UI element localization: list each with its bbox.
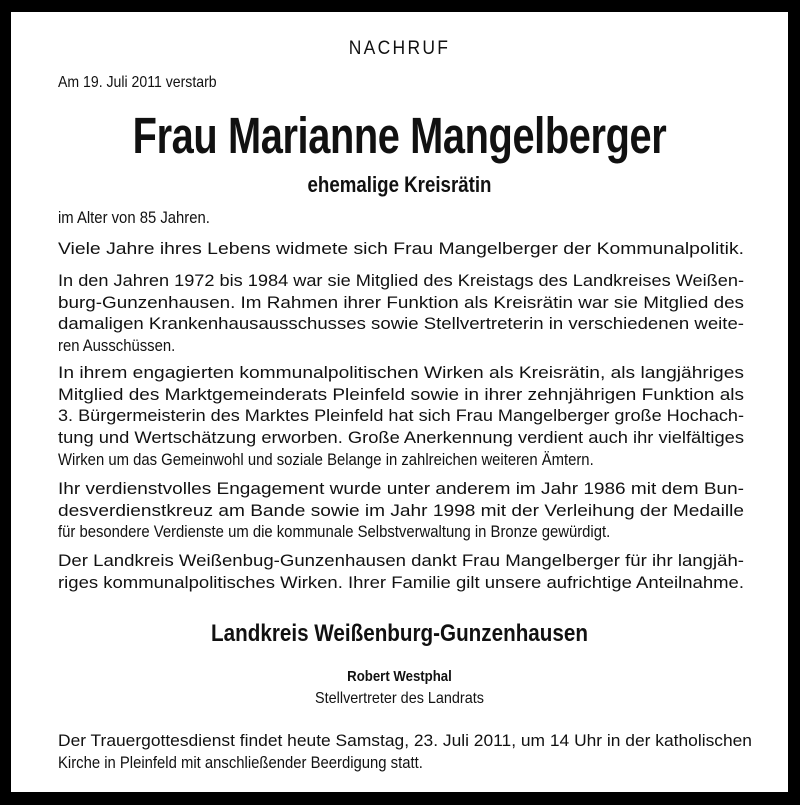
- paragraph-6: [58, 551, 744, 594]
- paragraph-2: [58, 239, 744, 261]
- text-line: ren Ausschüssen.: [58, 337, 176, 356]
- text-line: riges kommunalpolitisches Wirken. Ihrer Familie gilt unsere aufrichtige Anteilnahme.: [58, 573, 744, 592]
- notice-heading: NACHRUF: [348, 38, 451, 59]
- obituary-notice: [11, 12, 788, 792]
- text-line: für besondere Verdienste um die kommunale Selbstverwaltung in Bronze gewürdigt.: [58, 523, 611, 542]
- paragraph-4: [58, 363, 744, 472]
- signer-role: Stellvertreter des Landrats: [315, 690, 484, 707]
- death-date-line: Am 19. Juli 2011 verstarb: [58, 74, 217, 91]
- signer-name: Robert Westphal: [347, 668, 452, 685]
- text-line: Der Trauergottesdienst findet heute Samstag, 23. Juli 2011, um 14 Uhr in der katholischen: [58, 732, 752, 750]
- paragraph-1: [58, 208, 744, 230]
- text-line: In ihrem engagierten kommunalpolitischen Wirken als Kreisrätin, als langjähriges: [58, 364, 744, 382]
- deceased-title: ehemalige Kreisrätin: [307, 172, 492, 197]
- text-line: desverdienstkreuz am Bande sowie im Jahr 1998 mit der Verleihung der Medaille: [58, 501, 744, 520]
- text-line: In den Jahren 1972 bis 1984 war sie Mitglied des Kreistags des Landkreises Weißen-: [58, 272, 744, 290]
- text-line: Viele Jahre ihres Lebens widmete sich Frau Mangelberger der Kommunalpolitik.: [58, 240, 745, 258]
- service-paragraph: [58, 731, 752, 774]
- text-line: Wirken um das Gemeinwohl und soziale Belange in zahlreichen weiteren Ämtern.: [58, 450, 594, 469]
- deceased-name: Frau Marianne Mangelberger: [132, 107, 667, 164]
- paragraph-5: [58, 479, 744, 544]
- text-line: im Alter von 85 Jahren.: [58, 209, 210, 227]
- paragraph-3: [58, 271, 744, 358]
- text-line: 3. Bürgermeisterin des Marktes Pleinfeld hat sich Frau Mangelberger große Hochach-: [58, 407, 744, 426]
- text-line: damaligen Krankenhausausschusses sowie Stellvertreterin in verschiedenen weite-: [58, 315, 744, 334]
- organization-name: Landkreis Weißenburg-Gunzenhausen: [211, 620, 588, 647]
- text-line: Kirche in Pleinfeld mit anschließender Beerdigung statt.: [58, 753, 423, 772]
- text-line: tung und Wertschätzung erworben. Große Anerkennung verdient auch ihr vielfältiges: [58, 429, 744, 448]
- text-line: Mitglied des Marktgemeinderats Pleinfeld sowie in ihrer zehnjährigen Funktion als: [58, 385, 744, 404]
- text-line: Ihr verdienstvolles Engagement wurde unter anderem im Jahr 1986 mit dem Bun-: [58, 480, 744, 498]
- text-line: Der Landkreis Weißenbug-Gunzenhausen dankt Frau Mangelberger für ihr langjäh-: [58, 552, 744, 570]
- text-line: burg-Gunzenhausen. Im Rahmen ihrer Funktion als Kreisrätin war sie Mitglied des: [58, 293, 744, 312]
